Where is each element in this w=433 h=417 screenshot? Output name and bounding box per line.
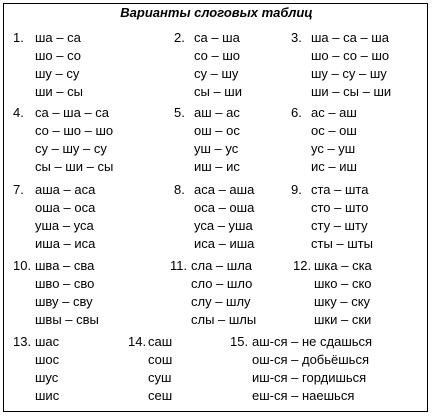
syllable-line: шас (35, 334, 60, 349)
block-number: 14. (128, 334, 147, 349)
syllable-line: иша – иса (35, 236, 96, 251)
syllable-line: шво – сво (35, 276, 95, 291)
block-number: 11. (170, 258, 188, 273)
syllable-line: ша – са – ша (311, 30, 389, 45)
syllable-line: шус (35, 370, 59, 385)
syllable-line: саш (148, 334, 173, 349)
syllable-line: сы – ши (194, 84, 242, 99)
syllable-line: аш-ся – не сдашься (252, 334, 373, 349)
block-number: 12. (293, 258, 312, 273)
block-number: 2. (174, 30, 185, 45)
block-number: 9. (291, 182, 302, 197)
syllable-line: сеш (148, 388, 173, 403)
syllable-line: шву – сву (35, 294, 93, 309)
syllable-line: шко – ско (314, 276, 372, 291)
syllable-line: ос – ош (311, 123, 357, 138)
syllable-line: ош – ос (194, 123, 240, 138)
syllable-line: иш-ся – гордишься (252, 370, 367, 385)
syllable-line: шос (35, 352, 60, 367)
syllable-line: слы – шлы (191, 312, 257, 327)
syllable-line: сла – шла (191, 258, 253, 273)
syllable-line: со – шо – шо (35, 123, 114, 138)
syllable-line: сло – шло (191, 276, 253, 291)
syllable-line: ас – аш (311, 105, 357, 120)
syllable-line: са – ша – са (35, 105, 110, 120)
syllable-line: уса – уша (194, 218, 253, 233)
block-number: 8. (174, 182, 185, 197)
syllable-line: слу – шлу (191, 294, 251, 309)
syllable-line: ис – иш (311, 159, 357, 174)
block-number: 15. (230, 334, 249, 349)
syllable-line: оша – оса (35, 200, 96, 215)
syllable-line: уш – ус (194, 141, 239, 156)
syllable-line: сто – што (311, 200, 369, 215)
syllable-line: сы – ши – сы (35, 159, 114, 174)
block-number: 10. (13, 258, 32, 273)
syllable-line: ша – са (35, 30, 81, 45)
block-number: 7. (13, 182, 24, 197)
syllable-line: су – шу (194, 66, 239, 81)
syllable-line: иш – ис (194, 159, 240, 174)
syllable-line: су – шу – су (35, 141, 107, 156)
syllable-line: шо – со (35, 48, 81, 63)
syllable-line: со – шо (194, 48, 240, 63)
block-number: 13. (13, 334, 32, 349)
syllable-line: сты – шты (311, 236, 373, 251)
syllable-line: швы – свы (35, 312, 99, 327)
block-number: 1. (13, 30, 24, 45)
syllable-line: иса – иша (194, 236, 255, 251)
page-title: Варианты слоговых таблиц (120, 5, 313, 20)
syllable-line: шу – су (35, 66, 80, 81)
syllable-line: уша – уса (35, 218, 94, 233)
block-number: 6. (291, 105, 302, 120)
syllable-line: шу – су – шу (311, 66, 387, 81)
syllable-line: оса – оша (194, 200, 255, 215)
syllable-line: ста – шта (311, 182, 369, 197)
syllable-line: шис (35, 388, 60, 403)
syllable-line: ши – сы (35, 84, 83, 99)
syllable-line: ши – сы – ши (311, 84, 392, 99)
syllable-line: шва – сва (35, 258, 95, 273)
syllable-line: еш-ся – наешься (252, 388, 355, 403)
syllable-line: аса – аша (194, 182, 255, 197)
syllable-line: ош-ся – добьёшься (252, 352, 369, 367)
block-number: 4. (13, 105, 24, 120)
block-number: 5. (174, 105, 185, 120)
syllable-line: суш (148, 370, 172, 385)
syllable-line: ус – уш (311, 141, 356, 156)
syllable-line: шка – ска (314, 258, 372, 273)
syllable-line: шку – ску (314, 294, 371, 309)
block-number: 3. (291, 30, 302, 45)
syllable-line: са – ша (194, 30, 240, 45)
syllable-line: аша – аса (35, 182, 96, 197)
syllable-line: шо – со – шо (311, 48, 390, 63)
syllable-line: сту – шту (311, 218, 368, 233)
syllable-line: аш – ас (194, 105, 240, 120)
syllable-line: шки – ски (314, 312, 372, 327)
syllable-line: сош (148, 352, 173, 367)
